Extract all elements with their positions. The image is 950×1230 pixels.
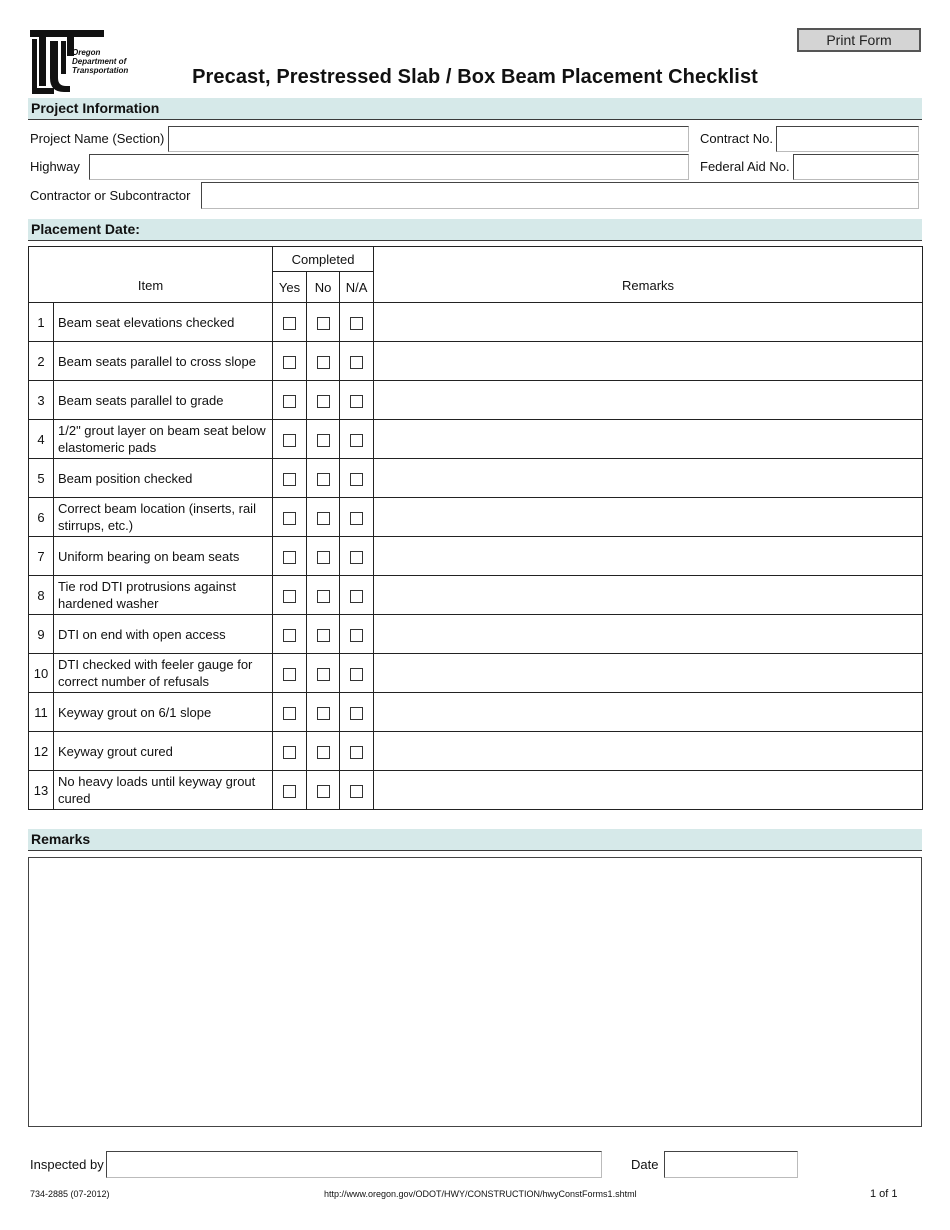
row-remarks-field[interactable] — [374, 381, 923, 420]
row-item-label: Uniform bearing on beam seats — [54, 537, 273, 576]
cell-yes — [273, 576, 307, 615]
table-row — [29, 498, 923, 537]
placement-date-heading: Placement Date: — [28, 219, 922, 241]
form-number: 734-2885 (07-2012) — [30, 1189, 110, 1199]
na-checkbox[interactable] — [350, 473, 363, 486]
cell-na — [340, 654, 374, 693]
table-row — [29, 576, 923, 615]
row-number: 3 — [29, 381, 54, 420]
na-checkbox[interactable] — [350, 746, 363, 759]
no-checkbox[interactable] — [317, 668, 330, 681]
na-checkbox[interactable] — [350, 590, 363, 603]
yes-checkbox[interactable] — [283, 668, 296, 681]
row-item-label: No heavy loads until keyway grout cured — [54, 771, 273, 810]
no-checkbox[interactable] — [317, 590, 330, 603]
row-item-label: Correct beam location (inserts, rail stirrups, etc.) — [54, 498, 273, 537]
row-item-label: Beam seats parallel to cross slope — [54, 342, 273, 381]
row-remarks-field[interactable] — [374, 420, 923, 459]
na-checkbox[interactable] — [350, 356, 363, 369]
row-item-label: Beam seats parallel to grade — [54, 381, 273, 420]
cell-yes — [273, 693, 307, 732]
row-item-label: Beam position checked — [54, 459, 273, 498]
completed-header: Completed — [273, 247, 374, 272]
na-checkbox[interactable] — [350, 707, 363, 720]
table-row — [29, 381, 923, 420]
table-row — [29, 420, 923, 459]
yes-checkbox[interactable] — [283, 473, 296, 486]
row-number: 2 — [29, 342, 54, 381]
cell-no — [307, 732, 340, 771]
federal-aid-field[interactable] — [793, 154, 919, 180]
contractor-field[interactable] — [201, 182, 919, 209]
cell-no — [307, 498, 340, 537]
row-remarks-field[interactable] — [374, 654, 923, 693]
row-number: 1 — [29, 303, 54, 342]
cell-na — [340, 537, 374, 576]
yes-checkbox[interactable] — [283, 707, 296, 720]
cell-yes — [273, 420, 307, 459]
no-checkbox[interactable] — [317, 746, 330, 759]
federal-aid-label: Federal Aid No. — [700, 159, 790, 174]
cell-yes — [273, 303, 307, 342]
yes-checkbox[interactable] — [283, 551, 296, 564]
cell-yes — [273, 498, 307, 537]
cell-na — [340, 732, 374, 771]
row-remarks-field[interactable] — [374, 498, 923, 537]
page-number: 1 of 1 — [870, 1188, 898, 1200]
row-remarks-field[interactable] — [374, 303, 923, 342]
no-checkbox[interactable] — [317, 317, 330, 330]
row-item-label: Keyway grout on 6/1 slope — [54, 693, 273, 732]
yes-header: Yes — [273, 272, 307, 303]
date-field[interactable] — [664, 1151, 798, 1178]
na-checkbox[interactable] — [350, 434, 363, 447]
row-item-label: Beam seat elevations checked — [54, 303, 273, 342]
row-remarks-field[interactable] — [374, 615, 923, 654]
row-number: 6 — [29, 498, 54, 537]
remarks-textarea[interactable] — [28, 857, 922, 1127]
cell-na — [340, 303, 374, 342]
cell-no — [307, 459, 340, 498]
na-checkbox[interactable] — [350, 668, 363, 681]
cell-no — [307, 771, 340, 810]
no-checkbox[interactable] — [317, 707, 330, 720]
no-checkbox[interactable] — [317, 434, 330, 447]
cell-na — [340, 459, 374, 498]
remarks-column-header: Remarks — [374, 247, 923, 303]
cell-na — [340, 615, 374, 654]
cell-yes — [273, 459, 307, 498]
row-number: 9 — [29, 615, 54, 654]
cell-yes — [273, 771, 307, 810]
table-row — [29, 342, 923, 381]
row-item-label: Tie rod DTI protrusions against hardened washer — [54, 576, 273, 615]
row-item-label: DTI on end with open access — [54, 615, 273, 654]
item-header: Item — [29, 247, 273, 303]
page-title: Precast, Prestressed Slab / Box Beam Placement Checklist — [192, 66, 758, 88]
no-checkbox[interactable] — [317, 629, 330, 642]
na-checkbox[interactable] — [350, 785, 363, 798]
cell-no — [307, 342, 340, 381]
no-checkbox[interactable] — [317, 551, 330, 564]
row-number: 11 — [29, 693, 54, 732]
project-name-field[interactable] — [168, 126, 689, 152]
row-remarks-field[interactable] — [374, 693, 923, 732]
row-number: 13 — [29, 771, 54, 810]
yes-checkbox[interactable] — [283, 629, 296, 642]
table-row — [29, 459, 923, 498]
yes-checkbox[interactable] — [283, 512, 296, 525]
date-label: Date — [631, 1157, 659, 1172]
row-item-label: 1/2" grout layer on beam seat below elastomeric pads — [54, 420, 273, 459]
cell-na — [340, 771, 374, 810]
row-item-label: Keyway grout cured — [54, 732, 273, 771]
no-checkbox[interactable] — [317, 395, 330, 408]
na-checkbox[interactable] — [350, 551, 363, 564]
highway-field[interactable] — [89, 154, 689, 180]
agency-name: Oregon Department of Transportation — [72, 48, 129, 75]
cell-no — [307, 693, 340, 732]
yes-checkbox[interactable] — [283, 785, 296, 798]
cell-no — [307, 381, 340, 420]
row-item-label: DTI checked with feeler gauge for correct number of refusals — [54, 654, 273, 693]
yes-checkbox[interactable] — [283, 746, 296, 759]
row-remarks-field[interactable] — [374, 342, 923, 381]
row-number: 12 — [29, 732, 54, 771]
cell-na — [340, 420, 374, 459]
yes-checkbox[interactable] — [283, 395, 296, 408]
remarks-heading: Remarks — [28, 829, 922, 851]
no-checkbox[interactable] — [317, 512, 330, 525]
row-number: 10 — [29, 654, 54, 693]
no-header: No — [307, 272, 340, 303]
contract-no-label: Contract No. — [700, 131, 773, 146]
na-checkbox[interactable] — [350, 395, 363, 408]
yes-checkbox[interactable] — [283, 356, 296, 369]
row-remarks-field[interactable] — [374, 537, 923, 576]
no-checkbox[interactable] — [317, 473, 330, 486]
table-row — [29, 732, 923, 771]
cell-na — [340, 342, 374, 381]
cell-no — [307, 576, 340, 615]
row-number: 5 — [29, 459, 54, 498]
form-url[interactable]: http://www.oregon.gov/ODOT/HWY/CONSTRUCTION/hwyConstForms1.shtml — [324, 1189, 637, 1199]
row-number: 4 — [29, 420, 54, 459]
cell-na — [340, 498, 374, 537]
table-row — [29, 537, 923, 576]
cell-na — [340, 576, 374, 615]
row-number: 7 — [29, 537, 54, 576]
cell-yes — [273, 342, 307, 381]
row-remarks-field[interactable] — [374, 732, 923, 771]
table-row — [29, 654, 923, 693]
yes-checkbox[interactable] — [283, 317, 296, 330]
cell-yes — [273, 732, 307, 771]
cell-yes — [273, 654, 307, 693]
yes-checkbox[interactable] — [283, 434, 296, 447]
print-form-button[interactable]: Print Form — [797, 28, 921, 52]
no-checkbox[interactable] — [317, 356, 330, 369]
table-row — [29, 615, 923, 654]
row-remarks-field[interactable] — [374, 459, 923, 498]
row-remarks-field[interactable] — [374, 771, 923, 810]
checklist-table — [28, 246, 923, 810]
na-checkbox[interactable] — [350, 629, 363, 642]
na-checkbox[interactable] — [350, 512, 363, 525]
na-header: N/A — [340, 272, 374, 303]
table-row — [29, 303, 923, 342]
cell-yes — [273, 615, 307, 654]
inspected-by-field[interactable] — [106, 1151, 602, 1178]
contractor-label: Contractor or Subcontractor — [30, 188, 191, 203]
highway-label: Highway — [30, 159, 80, 174]
cell-yes — [273, 381, 307, 420]
row-remarks-field[interactable] — [374, 576, 923, 615]
contract-no-field[interactable] — [776, 126, 919, 152]
row-number: 8 — [29, 576, 54, 615]
cell-no — [307, 303, 340, 342]
inspected-by-label: Inspected by — [30, 1157, 104, 1172]
cell-na — [340, 381, 374, 420]
yes-checkbox[interactable] — [283, 590, 296, 603]
project-name-label: Project Name (Section) — [30, 131, 165, 146]
cell-yes — [273, 537, 307, 576]
cell-no — [307, 654, 340, 693]
table-row — [29, 693, 923, 732]
na-checkbox[interactable] — [350, 317, 363, 330]
table-row — [29, 771, 923, 810]
no-checkbox[interactable] — [317, 785, 330, 798]
cell-no — [307, 537, 340, 576]
cell-na — [340, 693, 374, 732]
project-information-heading: Project Information — [28, 98, 922, 120]
cell-no — [307, 420, 340, 459]
cell-no — [307, 615, 340, 654]
